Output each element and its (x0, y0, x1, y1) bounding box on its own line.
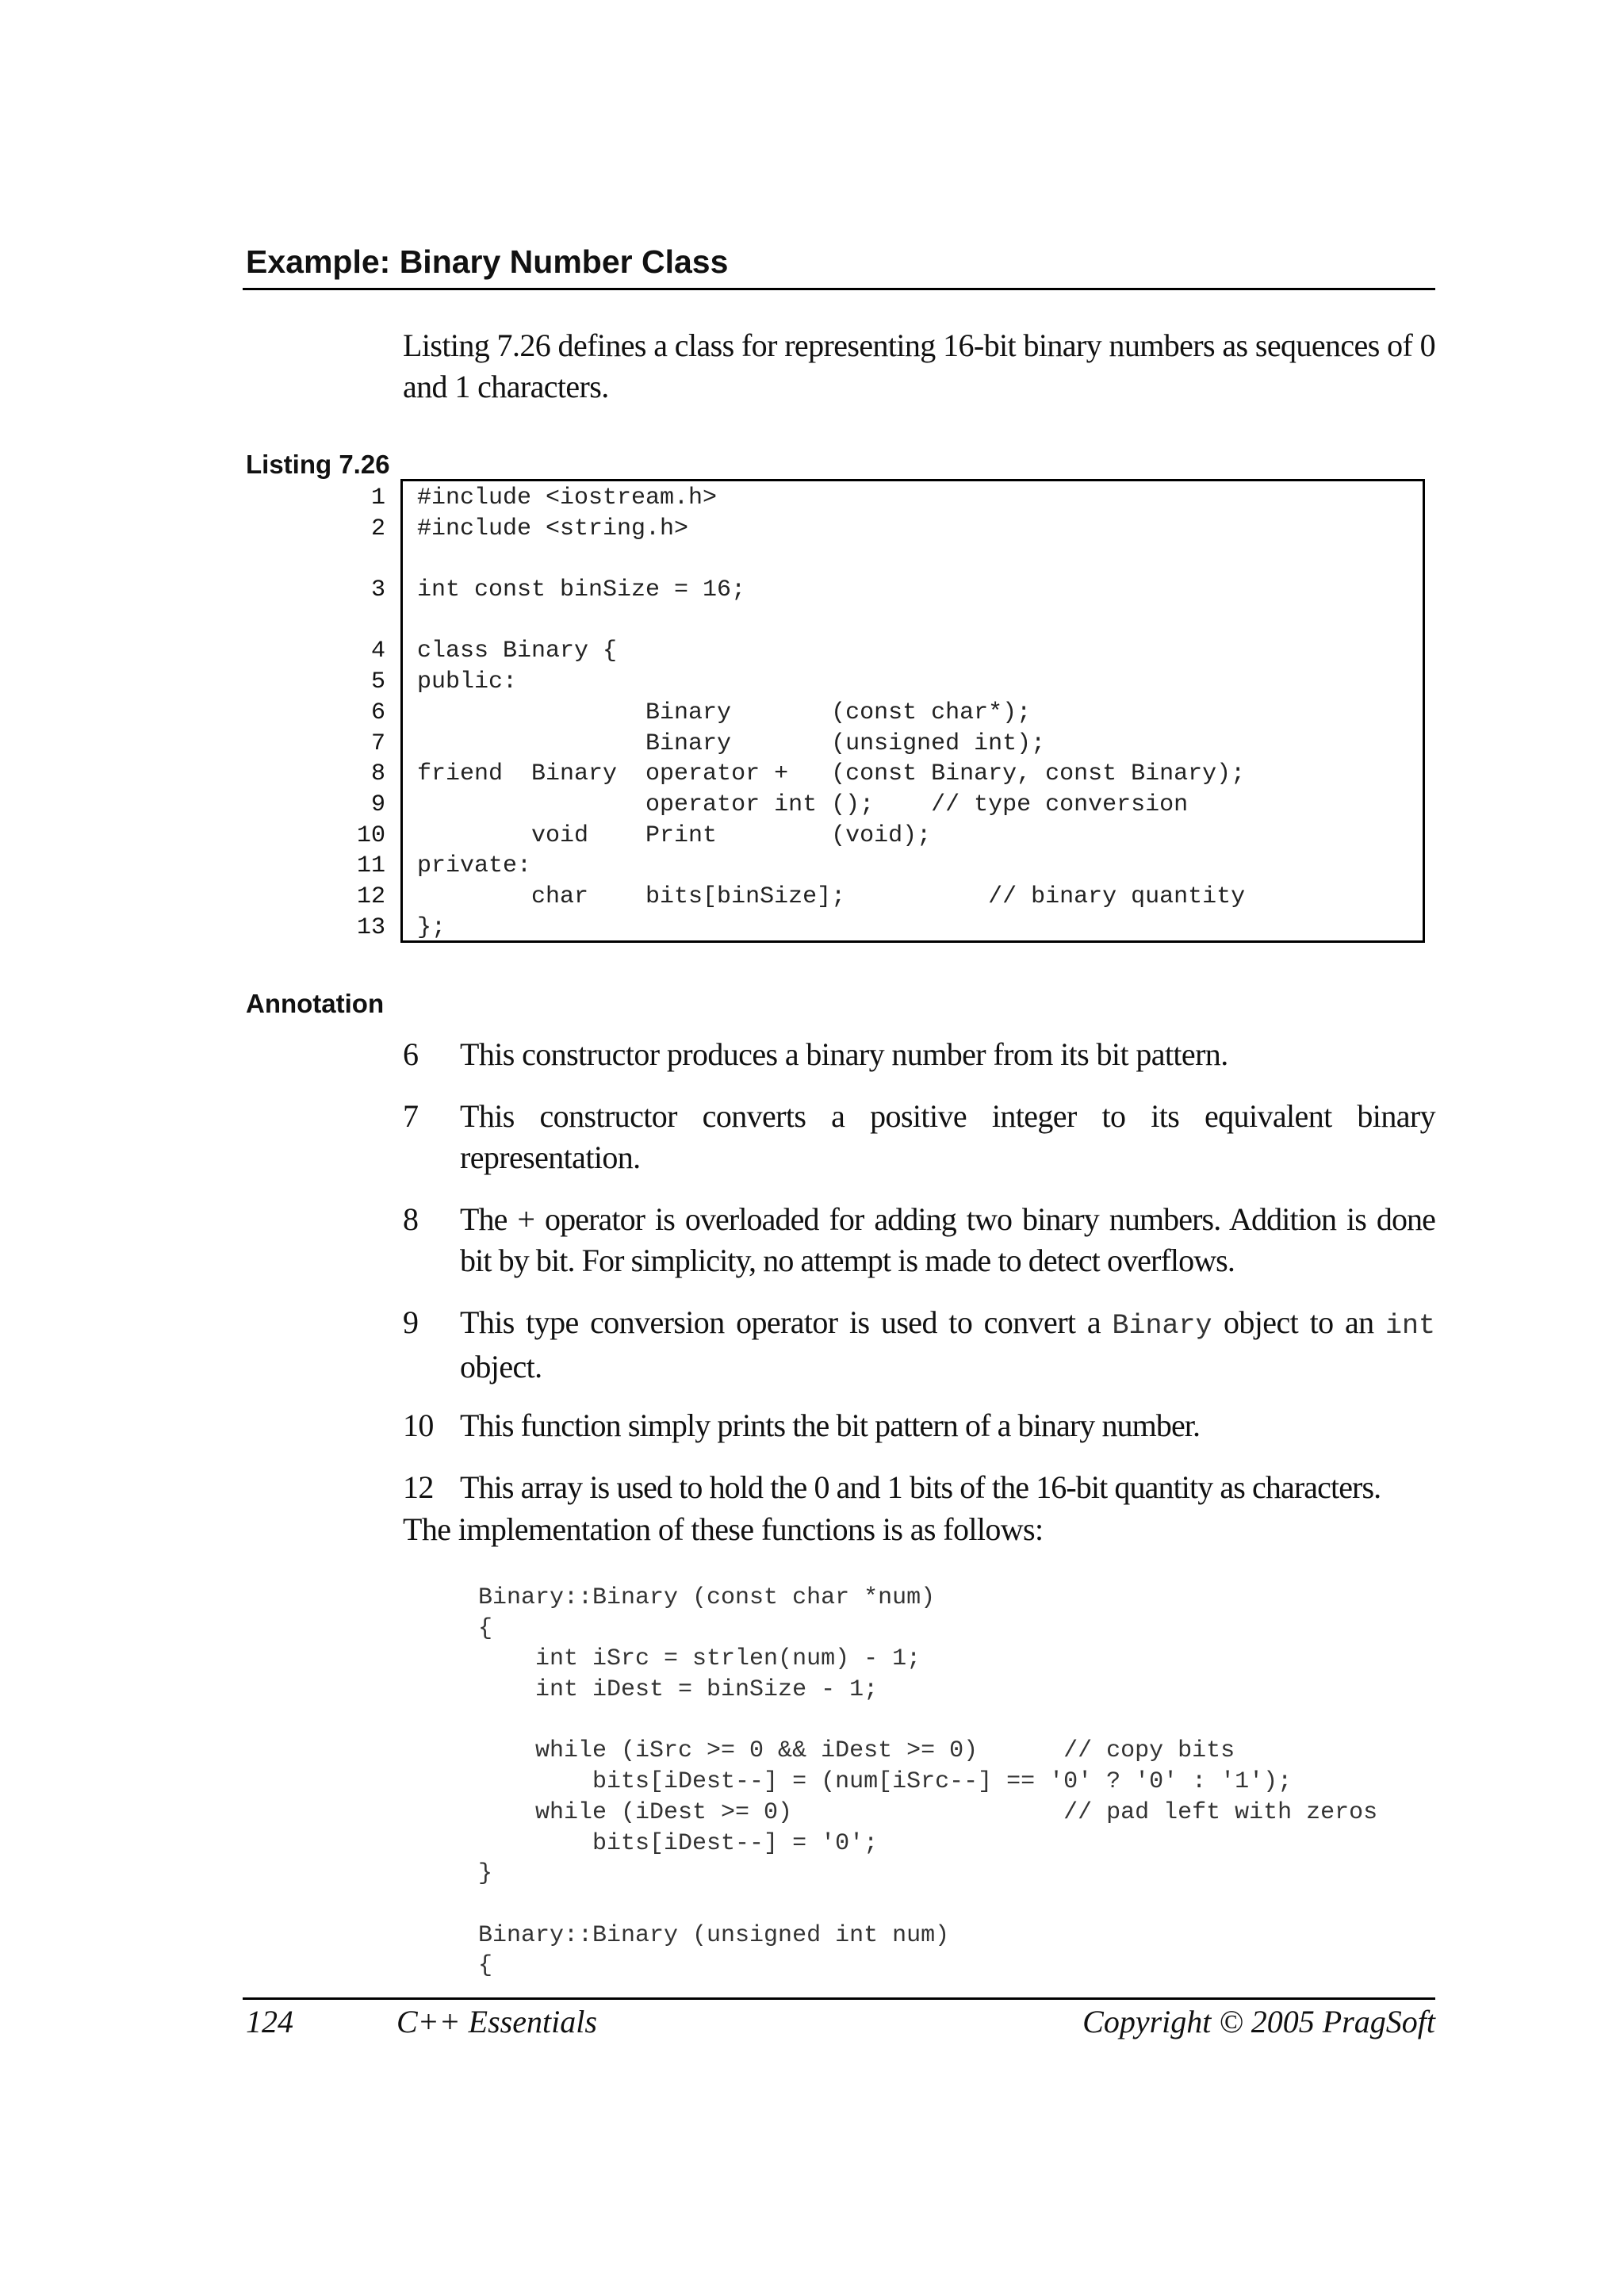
annotation-number: 10 (403, 1407, 434, 1443)
annotation-number: 8 (403, 1201, 419, 1237)
annotation-number: 7 (403, 1098, 419, 1134)
inline-code-binary: Binary (1112, 1310, 1212, 1342)
book-title: C++ Essentials (396, 2004, 597, 2039)
line-number: 8 (370, 760, 385, 788)
section-heading: Example: Binary Number Class (246, 243, 729, 280)
code-line: operator int (); // type conversion (417, 791, 1189, 818)
implementation-code (478, 1583, 1435, 1982)
line-number: 9 (370, 791, 385, 818)
code-line: while (iSrc >= 0 && iDest >= 0) // copy bits (478, 1737, 1235, 1765)
listing-code (417, 483, 1424, 943)
code-line: { (478, 1952, 493, 1980)
annotation-text: The + operator is overloaded for adding two binary numbers. Addition is done bit by bit. For simplicity, no attempt is made to detect overflows. (460, 1201, 1435, 1278)
line-number: 5 (370, 668, 385, 696)
inline-code-int: int (1385, 1310, 1435, 1342)
line-number: 7 (370, 730, 385, 757)
line-number: 6 (370, 699, 385, 726)
line-number: 12 (356, 883, 385, 910)
annotation-text-part: object to an (1212, 1304, 1385, 1340)
annotation-text: This array is used to hold the 0 and 1 bits of the 16-bit quantity as characters. (460, 1469, 1381, 1505)
code-line: int const binSize = 16; (417, 576, 746, 604)
line-number: 1 (370, 484, 385, 511)
code-line: #include <string.h> (417, 515, 689, 542)
annotation-text (460, 1302, 1435, 1388)
annotation-number: 6 (403, 1036, 419, 1072)
code-line: int iDest = binSize - 1; (478, 1676, 879, 1704)
annotation-number: 12 (403, 1469, 434, 1505)
code-line: private: (417, 852, 532, 880)
implementation-intro: The implementation of these functions is as follows: (403, 1511, 1044, 1547)
code-line: { (478, 1614, 493, 1642)
code-line: class Binary { (417, 638, 618, 665)
code-line (478, 1706, 1435, 1737)
code-line: bits[iDest--] = (num[iSrc--] == '0' ? '0' : '1'); (478, 1768, 1293, 1796)
code-line: char bits[binSize]; // binary quantity (417, 883, 1246, 910)
footer-rule (243, 1997, 1435, 2000)
code-line: public: (417, 668, 518, 696)
code-line: while (iDest >= 0) // pad left with zeros (478, 1798, 1378, 1826)
page-number: 124 (246, 2004, 293, 2039)
line-number: 11 (356, 852, 385, 880)
line-number: 2 (370, 515, 385, 542)
code-line: }; (417, 913, 446, 941)
heading-rule (243, 288, 1435, 290)
code-line: Binary (const char*); (417, 699, 1032, 726)
code-line: bits[iDest--] = '0'; (478, 1829, 879, 1857)
code-line: Binary::Binary (const char *num) (478, 1584, 936, 1611)
annotation-text-part: This type conversion operator is used to convert a (460, 1304, 1113, 1340)
line-number: 13 (356, 913, 385, 941)
line-number: 10 (356, 821, 385, 849)
listing-label: Listing 7.26 (246, 450, 390, 479)
code-line: #include <iostream.h> (417, 484, 718, 511)
annotation-text-part: object. (460, 1349, 542, 1384)
line-number: 3 (370, 576, 385, 604)
annotation-text: This function simply prints the bit pattern of a binary number. (460, 1407, 1201, 1443)
annotation-label: Annotation (246, 989, 385, 1018)
code-line: int iSrc = strlen(num) - 1; (478, 1645, 921, 1673)
code-line: friend Binary operator + (const Binary, const Binary); (417, 760, 1246, 788)
line-number: 4 (370, 638, 385, 665)
copyright-notice: Copyright © 2005 PragSoft (1082, 2004, 1435, 2039)
code-line: Binary (unsigned int); (417, 730, 1046, 757)
annotation-text: This constructor produces a binary number from its bit pattern. (460, 1036, 1228, 1072)
code-line: } (478, 1860, 493, 1888)
code-line: Binary::Binary (unsigned int num) (478, 1921, 950, 1949)
listing-line-numbers (333, 483, 385, 943)
annotation-number: 9 (403, 1304, 419, 1340)
annotation-text: This constructor converts a positive integer to its equivalent binary representation. (460, 1098, 1435, 1175)
code-line (478, 1890, 1435, 1921)
intro-paragraph: Listing 7.26 defines a class for representing 16-bit binary numbers as sequences of 0 and 1 characters. (403, 327, 1435, 404)
code-line: void Print (void); (417, 821, 932, 849)
